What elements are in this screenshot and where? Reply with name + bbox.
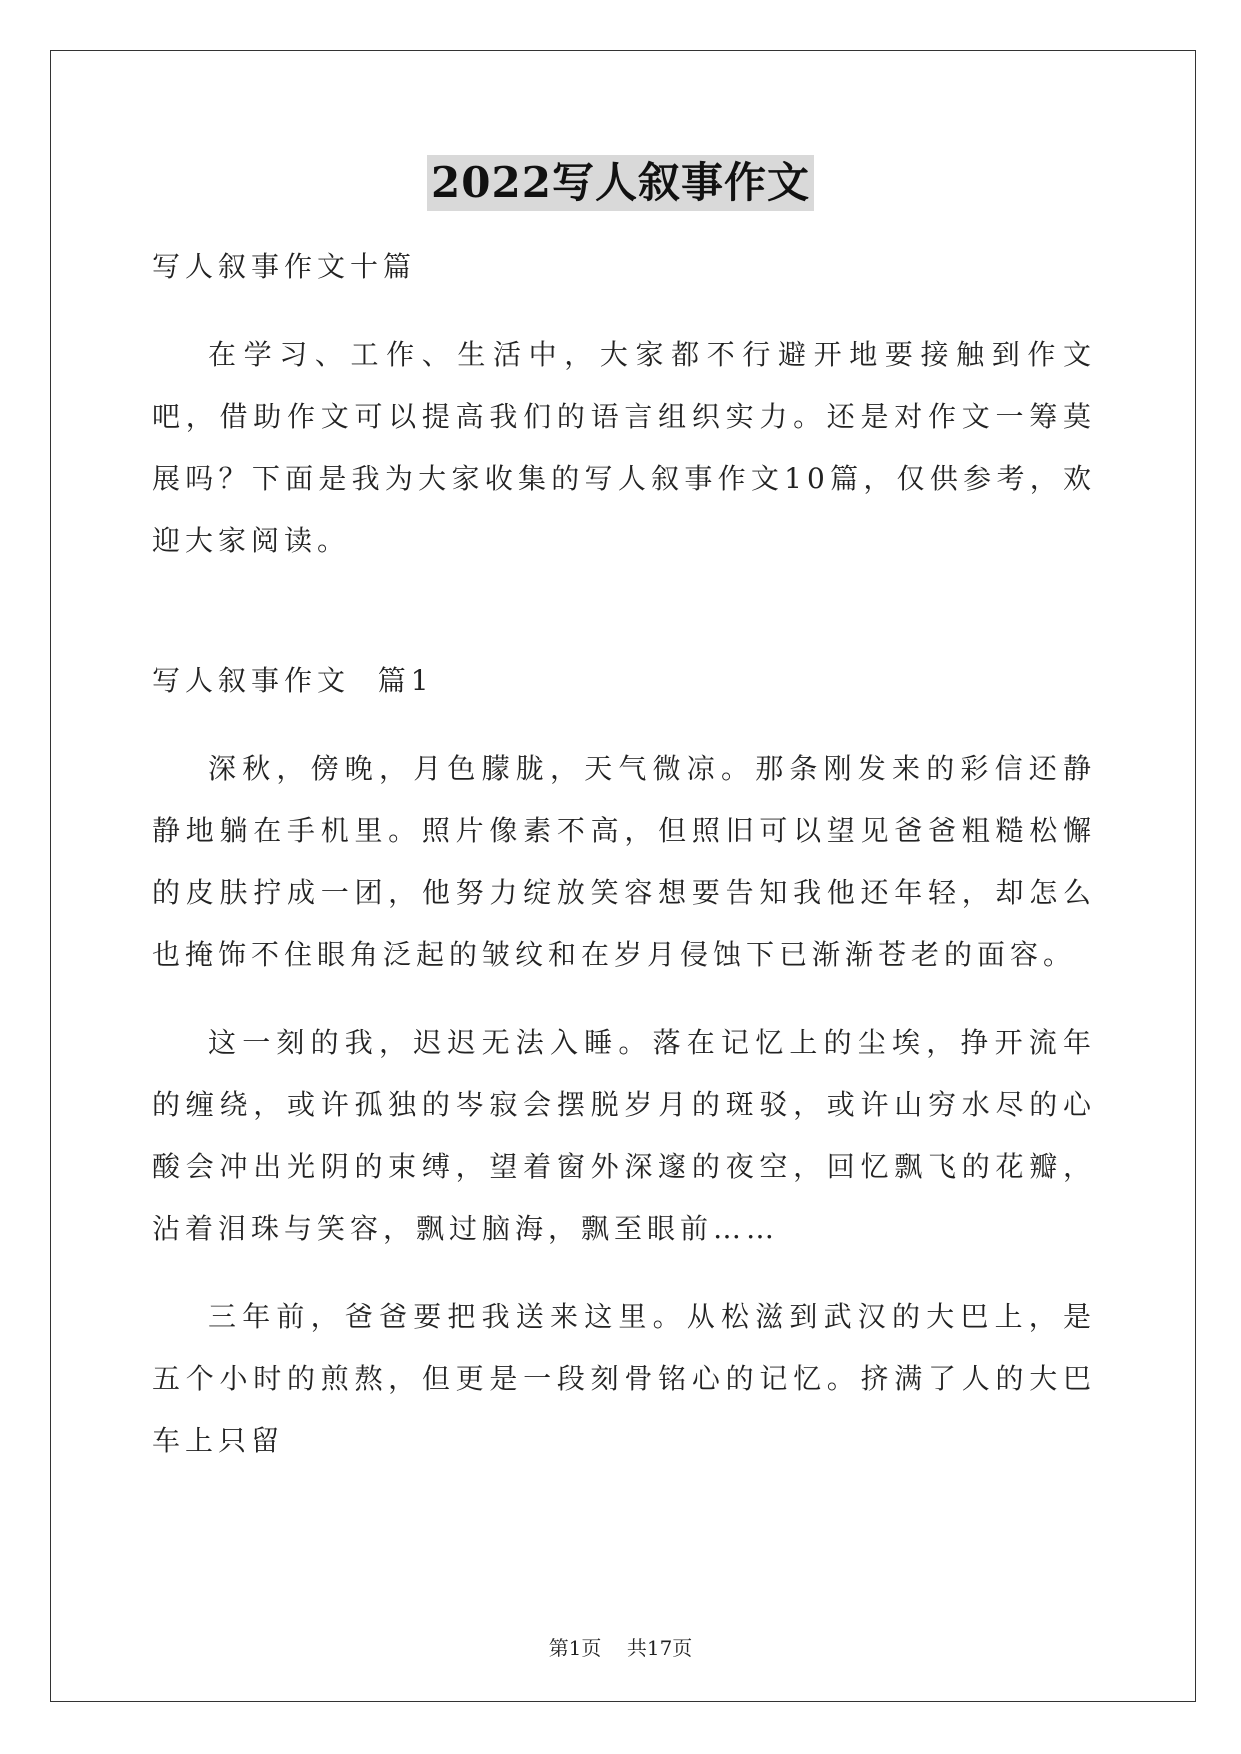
spacer xyxy=(152,986,1096,1012)
spacer xyxy=(152,1260,1096,1286)
document-body xyxy=(152,236,1096,1472)
body-paragraph: 这一刻的我，迟迟无法入睡。落在记忆上的尘埃，挣开流年的缠绕，或许孤独的岑寂会摆脱岁月的斑驳，或许山穷水尽的心酸会冲出光阴的束缚，望着窗外深邃的夜空，回忆飘飞的花瓣，沾着泪珠与笑容，飘过脑海，飘至眼前…… xyxy=(152,1026,1096,1245)
intro-paragraph: 在学习、工作、生活中，大家都不行避开地要接触到作文吧，借助作文可以提高我们的语言组织实力。还是对作文一筹莫展吗？下面是我为大家收集的写人叙事作文10篇，仅供参考，欢迎大家阅读。 xyxy=(152,338,1096,557)
body-paragraph: 三年前，爸爸要把我送来这里。从松滋到武汉的大巴上，是五个小时的煎熬，但更是一段刻骨铭心的记忆。挤满了人的大巴车上只留 xyxy=(152,1300,1096,1457)
title-container xyxy=(0,155,1241,211)
spacer xyxy=(152,572,1096,650)
section-heading: 写人叙事作文 篇1 xyxy=(152,664,434,697)
page-number xyxy=(0,1632,1241,1661)
spacer xyxy=(152,298,1096,324)
page-number-label: 第1页 共17页 xyxy=(548,1636,693,1660)
document-title: 2022写人叙事作文 xyxy=(427,155,814,211)
document-subtitle: 写人叙事作文十篇 xyxy=(152,250,417,283)
body-paragraph: 深秋，傍晚，月色朦胧，天气微凉。那条刚发来的彩信还静静地躺在手机里。照片像素不高，但照旧可以望见爸爸粗糙松懈的皮肤拧成一团，他努力绽放笑容想要告知我他还年轻，却怎么也掩饰不住眼角泛起的皱纹和在岁月侵蚀下已渐渐苍老的面容。 xyxy=(152,752,1096,971)
spacer xyxy=(152,712,1096,738)
